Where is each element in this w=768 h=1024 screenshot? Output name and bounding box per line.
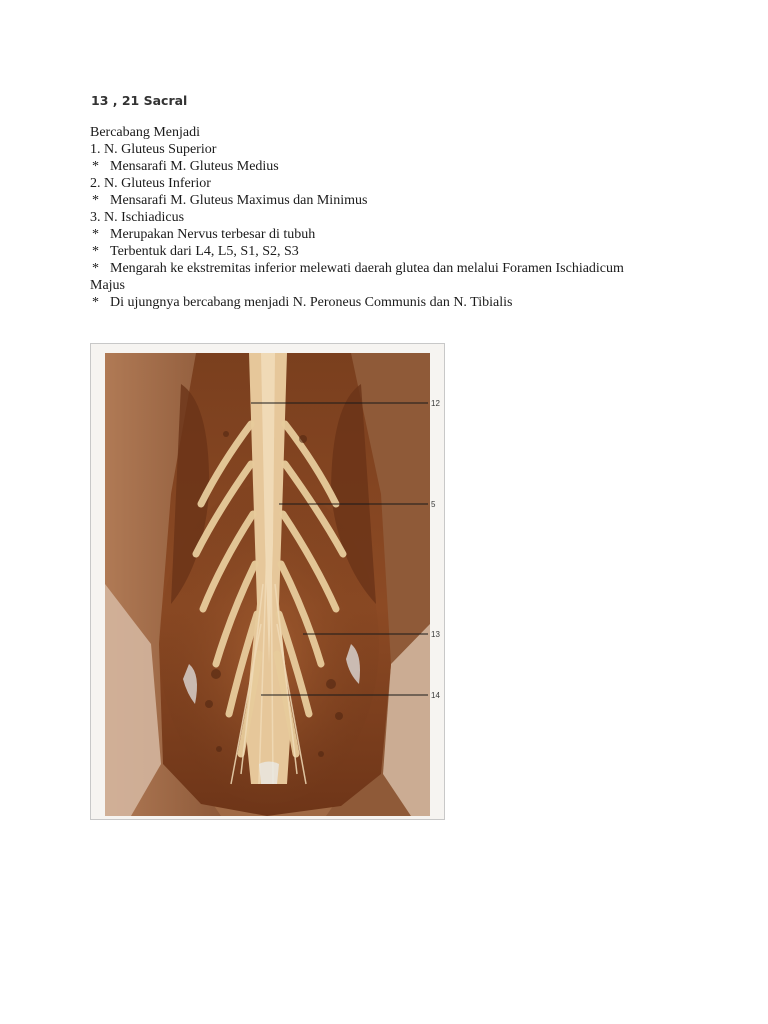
anatomy-figure (90, 343, 445, 820)
label-12: 12 (431, 399, 440, 408)
heading: 13 , 21 Sacral (91, 93, 188, 108)
text-line: * Terbentuk dari L4, L5, S1, S2, S3 (92, 244, 299, 259)
text-line: 2. N. Gluteus Inferior (90, 176, 211, 191)
bullet-star: * (92, 227, 99, 242)
text-line: 1. N. Gluteus Superior (90, 142, 217, 157)
bullet-star: * (92, 295, 99, 310)
bullet-star: * (92, 193, 99, 208)
bullet-star: * (92, 261, 99, 276)
text-line: 3. N. Ischiadicus (90, 210, 185, 225)
text-line: * Mengarah ke ekstremitas inferior melewati daerah glutea dan melalui Foramen Ischiadicum (92, 261, 624, 276)
text-line: * Mensarafi M. Gluteus Medius (92, 159, 279, 174)
label-13: 13 (431, 630, 440, 639)
text-line: * Merupakan Nervus terbesar di tubuh (92, 227, 316, 242)
bullet-star: * (92, 244, 99, 259)
label-14: 14 (431, 691, 440, 700)
bullet-star: * (92, 159, 99, 174)
text-line: Bercabang Menjadi (90, 125, 201, 140)
text-line: Majus (90, 278, 125, 293)
label-5: 5 (431, 500, 436, 509)
text-line: * Mensarafi M. Gluteus Maximus dan Minimus (92, 193, 368, 208)
body-text (90, 124, 650, 311)
dissection-photo-icon (91, 344, 444, 819)
text-line: * Di ujungnya bercabang menjadi N. Peroneus Communis dan N. Tibialis (92, 295, 513, 310)
